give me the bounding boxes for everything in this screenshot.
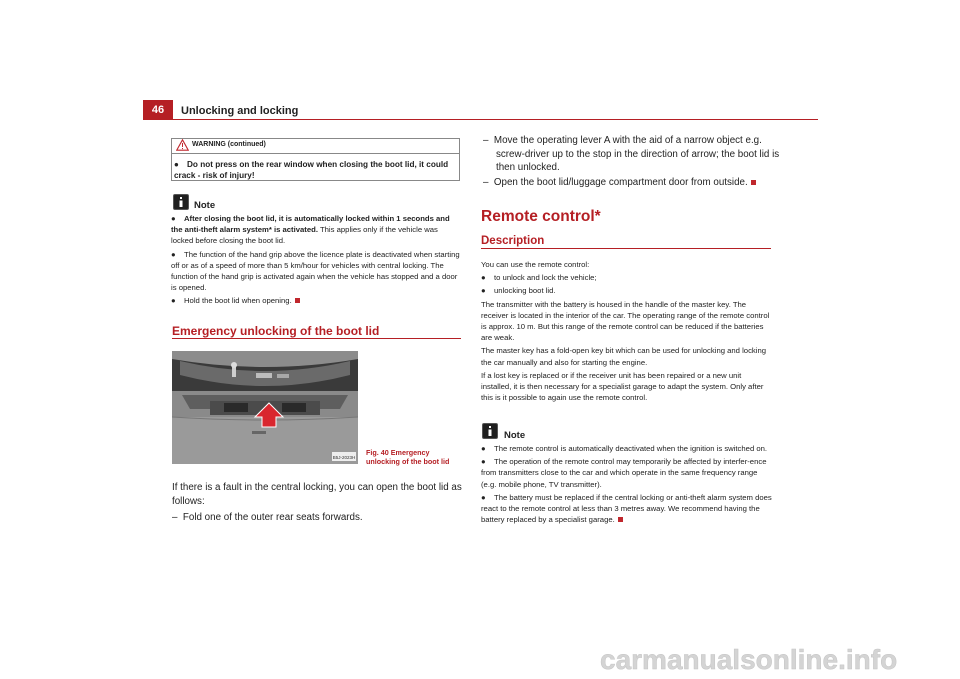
remote-intro: You can use the remote control: [481,260,590,269]
emergency-heading: Emergency unlocking of the boot lid [172,324,380,338]
bullet-icon: ● [171,249,176,259]
step-text: Open the boot lid/luggage compartment door from outside. [493,177,748,188]
remote-paragraph: The master key has a fold-open key bit which can be used for unlocking and locking the car manually and also for starting the engine. [481,346,767,367]
figure-caption: Fig. 40 Emergency unlocking of the boot lid [366,448,450,466]
warning-icon [176,139,189,151]
bullet-icon: ● [481,492,486,502]
note-item-text: This applies only if the vehicle was locked before closing the boot lid. [171,225,438,246]
note-list [171,213,461,307]
list-item [481,272,773,283]
emergency-step: – Open the boot lid/luggage compartment door from outside. [483,176,773,190]
list-item [171,213,461,247]
note-item-text: Hold the boot lid when opening. [184,296,292,306]
page-number: 46 [143,100,173,120]
emergency-step: – Fold one of the outer rear seats forwards. [172,512,363,523]
list-item [481,492,773,526]
note-title: Note [194,200,216,211]
emergency-heading-rule [172,338,461,339]
bullet-icon: ● [171,296,176,306]
description-heading: Description [481,235,545,247]
warning-text-content: Do not press on the rear window when closing the boot lid, it could crack - risk of injury! [174,160,449,180]
use-text: to unlock and lock the vehicle; [494,273,597,283]
bullet-icon: ● [481,286,486,296]
list-item [481,285,773,296]
note-item-text: The battery must be replaced if the central locking or anti-theft alarm system does react to the remote control at less than 3 metres away. We recommend having the battery replaced by a specialist garage. [481,492,772,525]
end-mark-icon [751,180,756,185]
header-rule [143,119,818,120]
emergency-intro: If there is a fault in the central locking, you can open the boot lid as follows: [172,482,462,507]
watermark-text: carmanualsonline.info [600,644,898,675]
note-icon [173,194,189,210]
description-rule [481,248,771,249]
bullet-icon: ● [171,214,176,223]
bullet-icon: ● [481,444,486,453]
figure-code: B5J-2023H [332,455,356,460]
remote-paragraph: The transmitter with the battery is housed in the handle of the master key. The receiver is located in the interior of the car. The operating range of the remote control is approx. 10 m. But this range of the remote control can be reduced if the batteries are weak. [481,299,770,343]
list-item [171,249,461,294]
note-item-bold: After closing the boot lid, it is automatically locked within 1 seconds and the anti-theft alarm system* is activated. [171,214,450,235]
watermark-logo [600,642,950,676]
list-item [481,443,773,454]
bullet-icon: ● [481,457,486,467]
note-item-text: The remote control is automatically deactivated when the ignition is switched on. [494,444,768,453]
warning-text [174,159,458,181]
remote-control-heading: Remote control* [481,208,601,225]
bullet-icon: ● [481,273,486,283]
remote-paragraph: If a lost key is replaced or if the receiver unit has been repaired or a new unit installed, it is then necessary for a specialist garage to adapt the system. Only after this is it possible to again use the remote control. [481,370,764,403]
list-item [481,456,773,490]
note-item-text: The operation of the remote control may temporarily be affected by interfer-ence from transmitters close to the car and which operate in the same frequency range (e.g. mobile phone, TV transmitter). [481,457,767,489]
end-mark-icon [295,298,300,303]
step-text: Fold one of the outer rear seats forwards. [182,512,363,523]
list-item [171,295,461,306]
remote-description [481,259,773,403]
section-title: Unlocking and locking [181,105,299,117]
emergency-step: – Move the operating lever A with the aid of a narrow object e.g. screw-driver up to the stop in the direction of arrow; the boot lid is then unlocked. [483,135,780,173]
emergency-unlock-figure [172,351,358,464]
note-title: Note [504,430,526,441]
note-icon [482,423,498,439]
use-text: unlocking boot lid. [494,286,556,296]
step-text: Move the operating lever A with the aid of a narrow object e.g. screw-driver up to the stop in the direction of arrow; the boot lid is then unlocked. [493,135,780,173]
warning-title: WARNING (continued) [192,141,266,148]
end-mark-icon [618,517,623,522]
remote-note-list [481,443,773,525]
boot-lid-illustration [172,351,358,464]
note-item-text: The function of the hand grip above the licence plate is deactivated when starting off or as of a speed of more than 5 km/hour for vehicles with central locking. The function of the hand grip is activated again when the vehicle has stopped and a door is opened. [171,249,460,293]
bullet-icon: ● [174,160,179,169]
